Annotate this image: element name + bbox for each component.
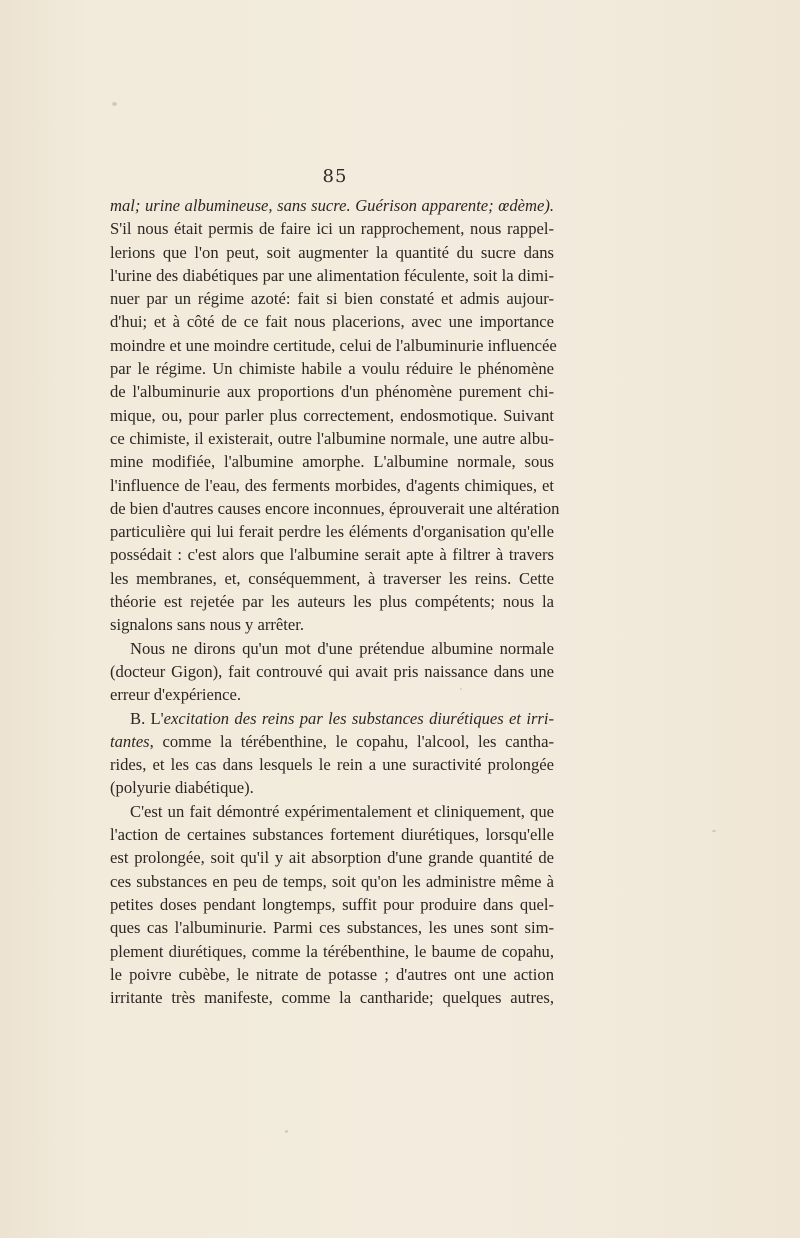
text-line bbox=[110, 380, 554, 403]
text-run: le poivre cubèbe, le nitrate de potasse ; d'autres ont une action bbox=[110, 964, 554, 984]
text-line bbox=[110, 567, 554, 590]
text-run: petites doses pendant longtemps, suffit pour produire dans quel- bbox=[110, 894, 554, 914]
text-line bbox=[110, 357, 554, 380]
text-run: Nous ne dirons qu'un mot d'une prétendue albumine normale bbox=[130, 638, 554, 658]
italic-text: excitation des reins par les substances diurétiques et irri- bbox=[163, 708, 554, 728]
text-run: de bien d'autres causes encore inconnues, éprouverait une altération bbox=[110, 498, 560, 518]
italic-text: mal; urine albumineuse, sans sucre. Guérison apparente; œdème). bbox=[110, 196, 554, 215]
text-run: (docteur Gigon), fait controuvé qui avait pris naissance dans une bbox=[110, 661, 554, 681]
text-line bbox=[110, 287, 554, 310]
italic-text: tantes bbox=[110, 731, 150, 751]
text-run: par le régime. Un chimiste habile a voulu réduire le phénomène bbox=[110, 359, 554, 379]
text-line bbox=[110, 940, 554, 963]
text-run: les membranes, et, conséquemment, à traverser les reins. Cette bbox=[110, 568, 554, 588]
text-line bbox=[110, 893, 554, 916]
text-run: lerions que l'on peut, soit augmenter la quantité du sucre dans bbox=[110, 242, 554, 262]
text-run: possédait : c'est alors que l'albumine serait apte à filtrer à travers bbox=[110, 545, 554, 565]
text-run: irritante très manifeste, comme la cantharide; quelques autres, bbox=[110, 988, 554, 1008]
text-line bbox=[110, 590, 554, 613]
text-run: de l'albuminurie aux proportions d'un phénomène purement chi- bbox=[110, 382, 554, 402]
text-line bbox=[110, 310, 554, 333]
text-line bbox=[110, 707, 554, 730]
text-run: B. L' bbox=[130, 708, 164, 728]
text-run: est prolongée, soit qu'il y ait absorption d'une grande quantité de bbox=[110, 848, 554, 868]
text-run: l'action de certaines substances fortement diurétiques, lorsqu'elle bbox=[110, 825, 554, 845]
text-run: l'urine des diabétiques par une alimentation féculente, soit la dimi- bbox=[110, 265, 554, 285]
text-line bbox=[110, 241, 554, 264]
paper-speck bbox=[460, 688, 462, 690]
text-line bbox=[110, 753, 554, 776]
text-run: d'hui; et à côté de ce fait nous placerions, avec une importance bbox=[110, 312, 554, 332]
text-line bbox=[110, 404, 554, 427]
text-run: mique, ou, pour parler plus correctement, endosmotique. Suivant bbox=[110, 405, 554, 425]
text-run: C'est un fait démontré expérimentalement et cliniquement, que bbox=[130, 801, 554, 821]
text-run: plement diurétiques, comme la térébenthine, le baume de copahu, bbox=[110, 941, 554, 961]
page-number: 85 bbox=[322, 166, 348, 187]
text-run: ces substances en peu de temps, soit qu'on les administre même à bbox=[110, 871, 554, 891]
text-line bbox=[110, 497, 560, 520]
text-line bbox=[110, 194, 554, 217]
paper-speck bbox=[285, 1130, 288, 1133]
text-run: théorie est rejetée par les auteurs les plus compétents; nous la bbox=[110, 592, 554, 612]
text-line bbox=[110, 683, 554, 706]
text-line bbox=[110, 823, 554, 846]
text-line bbox=[110, 986, 554, 1009]
text-run: (polyurie diabétique). bbox=[110, 778, 254, 798]
text-line bbox=[110, 334, 557, 357]
text-line bbox=[110, 730, 554, 753]
paper-speck bbox=[112, 102, 117, 106]
text-line bbox=[110, 264, 554, 287]
text-run: , comme la térébenthine, le copahu, l'alcool, les cantha- bbox=[149, 731, 554, 751]
text-line bbox=[110, 474, 554, 497]
text-run: ce chimiste, il existerait, outre l'albumine normale, une autre albu- bbox=[110, 428, 554, 448]
paper-speck bbox=[712, 830, 716, 832]
text-run: particulière qui lui ferait perdre les éléments d'organisation qu'elle bbox=[110, 522, 554, 542]
text-line bbox=[110, 870, 554, 893]
text-line bbox=[110, 660, 554, 683]
text-line bbox=[110, 637, 554, 660]
text-line bbox=[110, 217, 554, 240]
text-line bbox=[110, 543, 554, 566]
text-line bbox=[110, 800, 554, 823]
text-line bbox=[110, 427, 554, 450]
text-run: moindre et une moindre certitude, celui de l'albuminurie influencée bbox=[110, 335, 557, 355]
text-run: mine modifiée, l'albumine amorphe. L'albumine normale, sous bbox=[110, 452, 554, 472]
text-run: ques cas l'albuminurie. Parmi ces substances, les unes sont sim- bbox=[110, 918, 554, 938]
text-run: signalons sans nous y arrêter. bbox=[110, 615, 305, 635]
text-run: nuer par un régime azoté: fait si bien constaté et admis aujour- bbox=[110, 289, 554, 309]
text-run: erreur d'expérience. bbox=[110, 685, 242, 705]
body-text bbox=[110, 194, 560, 1009]
text-line bbox=[110, 520, 554, 543]
text-line bbox=[110, 916, 554, 939]
text-run: l'influence de l'eau, des ferments morbides, d'agents chimiques, et bbox=[110, 475, 554, 495]
text-line bbox=[110, 450, 554, 473]
text-run: S'il nous était permis de faire ici un rapprochement, nous rappel- bbox=[110, 219, 554, 239]
text-line bbox=[110, 963, 554, 986]
text-line bbox=[110, 613, 554, 636]
text-line bbox=[110, 776, 554, 799]
text-line bbox=[110, 846, 554, 869]
text-run: rides, et les cas dans lesquels le rein a une suractivité prolongée bbox=[110, 755, 554, 775]
